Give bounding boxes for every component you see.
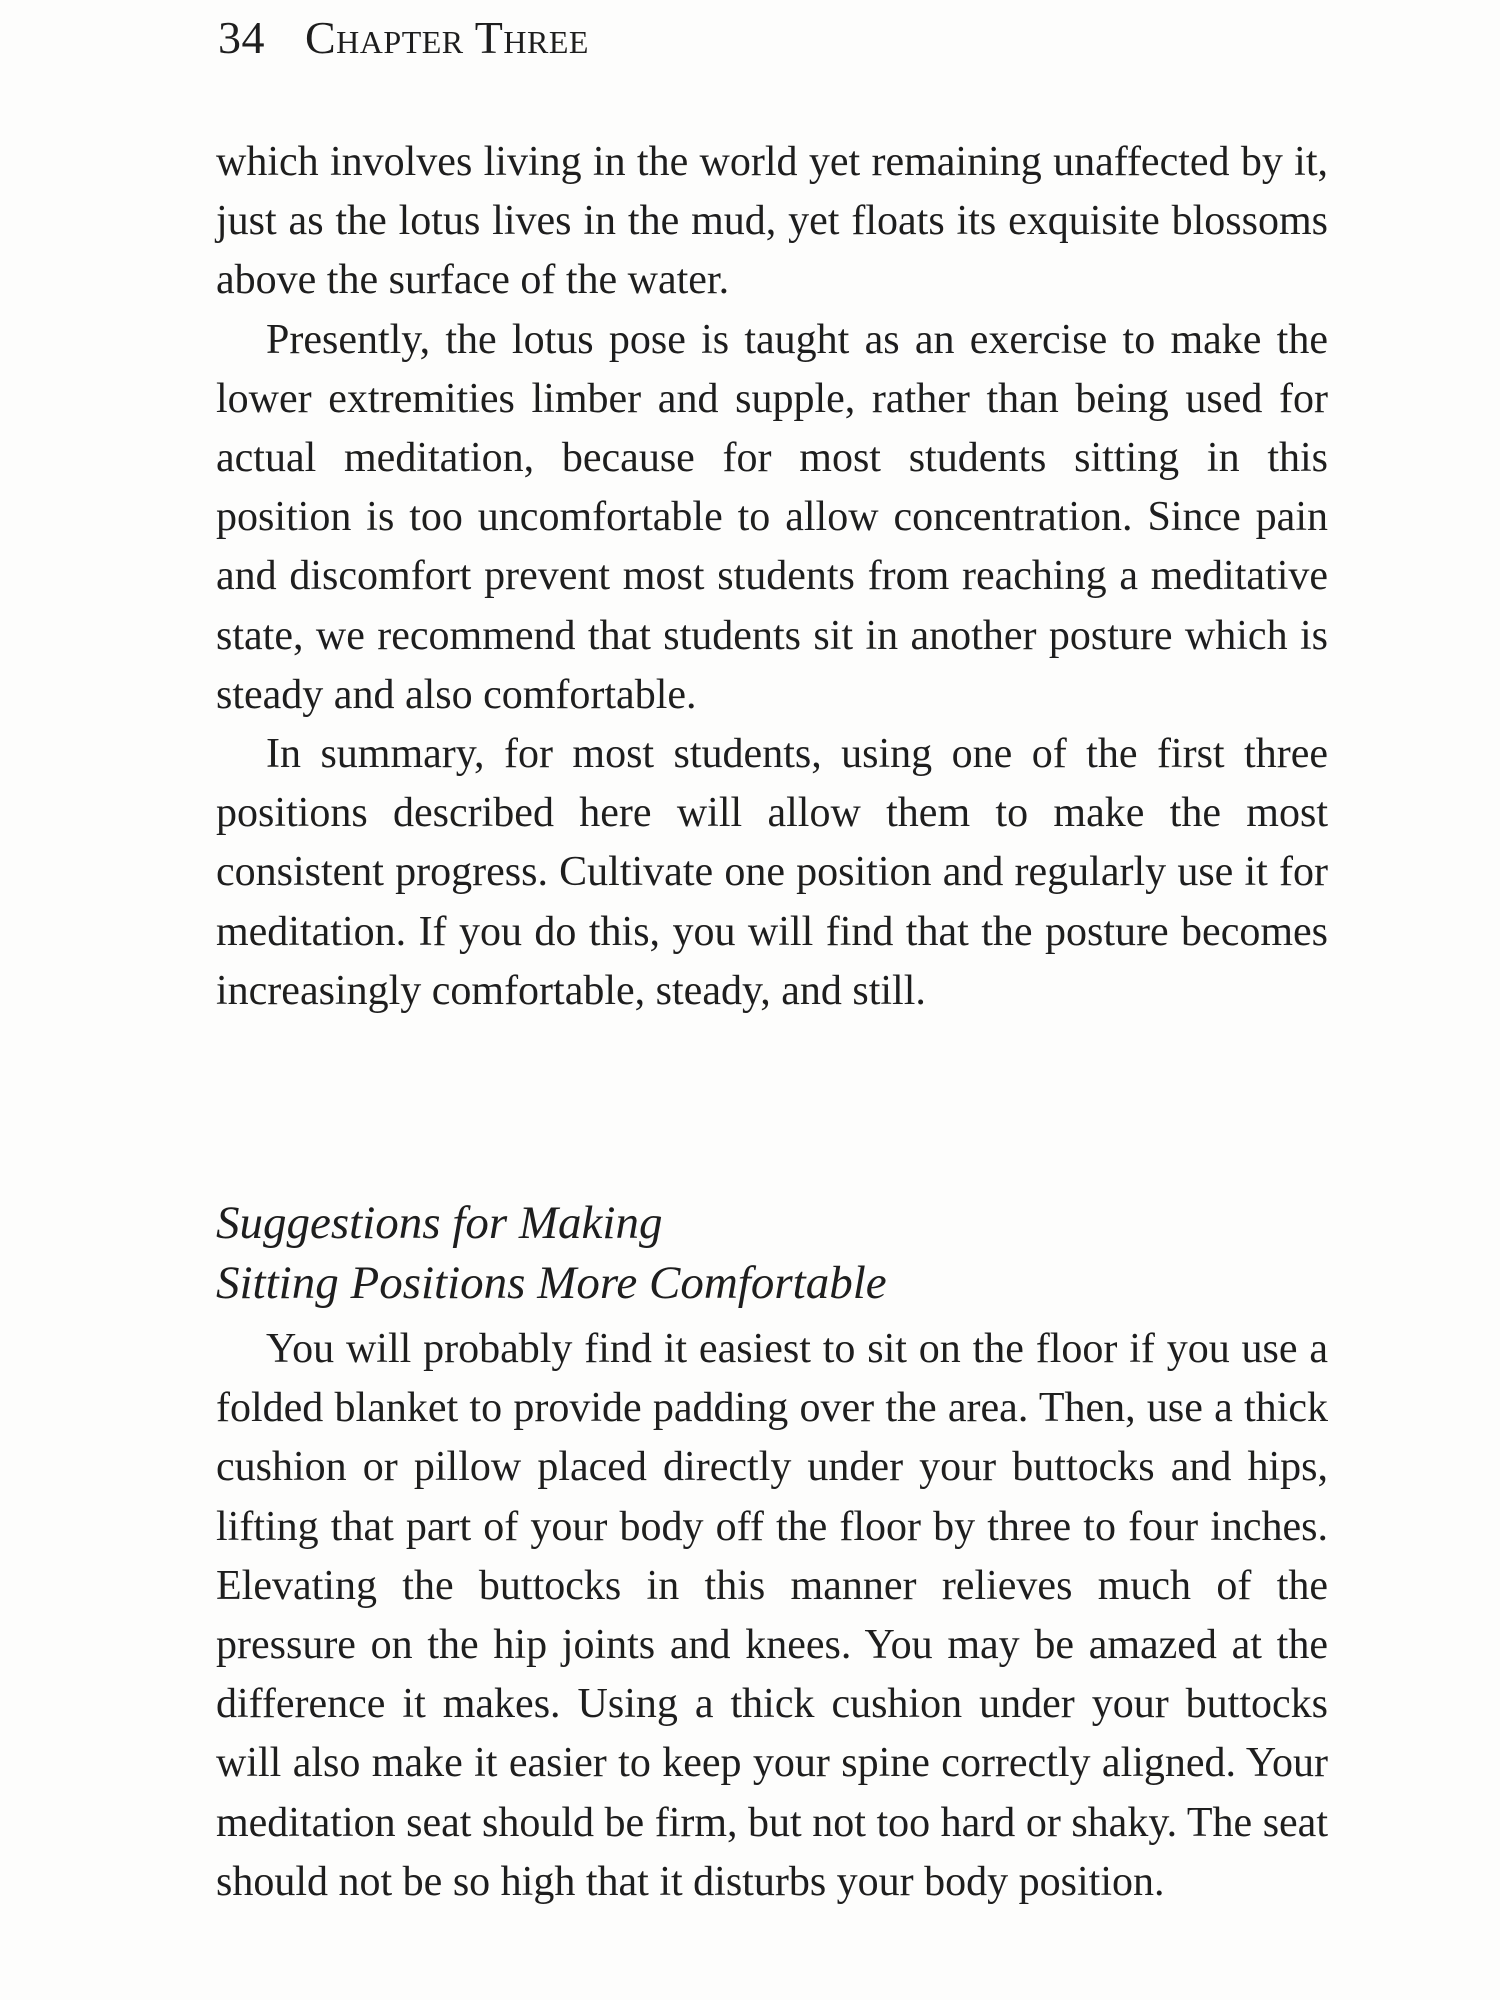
paragraph-continuation: which involves living in the world yet remaining unaffected by it, just as the lotus lives in the mud, yet floats its exquisite blossoms above the surface of the water. (216, 139, 1328, 304)
section-heading (216, 1193, 1328, 1313)
paragraph-summary: In summary, for most students, using one of the first three positions described here will allow them to make the most consistent progress. Cultivate one position and regularly use it for meditation. If you do this, you will find that the posture becomes increasingly comfortable, steady, and still. (216, 731, 1328, 1014)
page-number: 34 (218, 12, 265, 63)
body-text-section (216, 1320, 1328, 1912)
chapter-title: Chapter Three (305, 12, 589, 63)
section-heading-line-2: Sitting Positions More Comfortable (216, 1257, 887, 1309)
section-heading-line-1: Suggestions for Making (216, 1197, 663, 1249)
running-head (218, 8, 589, 68)
body-text-top (216, 133, 1328, 1021)
paragraph-lotus-pose: Presently, the lotus pose is taught as an exercise to make the lower extremities limber and supple, rather than being used for actual meditation, because for most students sitting in this position is too uncomfortable to allow concentration. Since pain and discomfort prevent most students from reaching a meditative state, we recommend that students sit in another posture which is steady and also comfortable. (216, 316, 1328, 718)
paragraph-suggestions: You will probably find it easiest to sit on the floor if you use a folded blanket to provide padding over the area. Then, use a thick cushion or pillow placed directly under your buttocks and hips, lifting that part of your body off the floor by three to four inches. Elevating the buttocks in this manner relieves much of the pressure on the hip joints and knees. You may be amazed at the difference it makes. Using a thick cushion under your buttocks will also make it easier to keep your spine correctly aligned. Your meditation seat should be firm, but not too hard or shaky. The seat should not be so high that it disturbs your body position. (216, 1326, 1328, 1905)
